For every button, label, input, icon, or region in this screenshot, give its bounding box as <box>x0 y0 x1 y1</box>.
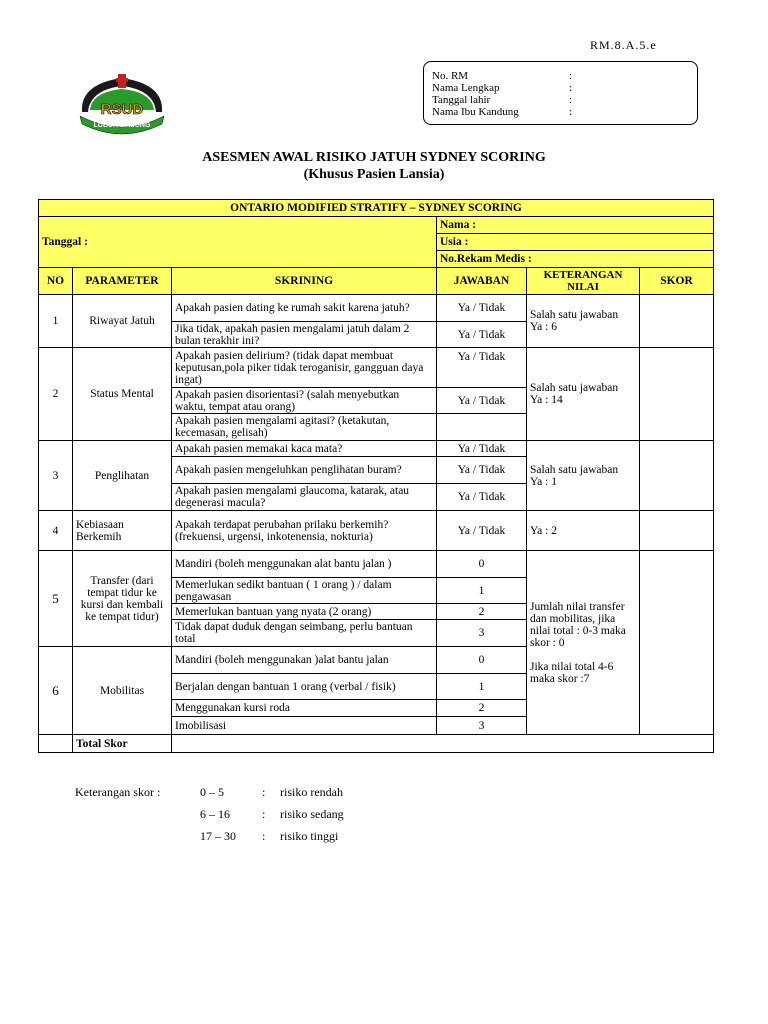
form-code: RM.8.A.5.e <box>590 38 657 52</box>
table-row: Apakah pasien mengalami agitasi? (ketakutan, kecemasan, gelisah) <box>39 414 714 441</box>
table-row: 2 Status Mental Apakah pasien delirium? (tidak dapat membuat keputusan,pola piker tidak teroganisir, gangguan daya ingat) Ya / Tidak Salah satu jawaban Ya : 14 <box>39 348 714 388</box>
nama-field: Nama : <box>437 217 714 234</box>
table-row: Berjalan dengan bantuan 1 orang (verbal / fisik) 1 <box>39 674 714 700</box>
id-row-ibu-kandung: Nama Ibu Kandung : <box>432 106 573 118</box>
skor-cell[interactable] <box>640 295 714 348</box>
skor-cell[interactable] <box>640 348 714 441</box>
table-row: 4 Kebiasaan Berkemih Apakah terdapat perubahan prilaku berkemih? (frekuensi, urgensi, inkotenensia, nokturia) Ya / Tidak Ya : 2 <box>39 511 714 551</box>
total-label: Total Skor <box>73 735 172 753</box>
legend-row: 6 – 16 : risiko sedang <box>200 806 344 821</box>
page-subtitle: (Khusus Pasien Lansia) <box>303 167 445 182</box>
sydney-scoring-table <box>38 199 714 753</box>
total-value-cell[interactable] <box>172 735 714 753</box>
usia-field: Usia : <box>437 234 714 251</box>
score-legend <box>75 781 344 847</box>
header-skrining: SKRINING <box>172 268 437 295</box>
table-row: Tidak dapat duduk dengan seimbang, perlu bantuan total 3 <box>39 620 714 647</box>
table-row: Apakah pasien disorientasi? (salah menyebutkan waktu, tempat atau orang) Ya / Tidak <box>39 388 714 414</box>
header-keterangan: KETERANGAN NILAI <box>527 268 640 295</box>
total-row <box>39 735 714 753</box>
header-skor: SKOR <box>640 268 714 295</box>
page-title: ASESMEN AWAL RISIKO JATUH SYDNEY SCORING <box>202 150 546 165</box>
svg-text:RSUD: RSUD <box>100 101 144 118</box>
table-row: Menggunakan kursi roda 2 <box>39 700 714 717</box>
id-row-no-rm: No. RM : <box>432 70 573 82</box>
tanggal-field: Tanggal : <box>39 217 437 268</box>
table-row: Apakah pasien mengalami glaucoma, katarak, atau degenerasi macula? Ya / Tidak <box>39 484 714 511</box>
table-row: Memerlukan bantuan yang nyata (2 orang) 2 <box>39 604 714 620</box>
table-row: 3 Penglihatan Apakah pasien memakai kaca mata? Ya / Tidak Salah satu jawaban Ya : 1 <box>39 441 714 457</box>
table-row: Memerlukan sedikt bantuan ( 1 orang ) / dalam pengawasan 1 <box>39 578 714 604</box>
id-row-nama: Nama Lengkap : <box>432 82 573 94</box>
legend-row: Keterangan skor : 0 – 5 : risiko rendah <box>75 784 343 799</box>
table-row: Imobilisasi 3 <box>39 717 714 735</box>
table-row: Apakah pasien mengeluhkan penglihatan buram? Ya / Tidak <box>39 457 714 484</box>
patient-id-box <box>423 61 698 125</box>
skor-cell[interactable] <box>640 551 714 735</box>
hospital-logo <box>72 72 172 138</box>
header-jawaban: JAWABAN <box>437 268 527 295</box>
skor-cell[interactable] <box>640 441 714 511</box>
header-parameter: PARAMETER <box>73 268 172 295</box>
table-row: 1 Riwayat Jatuh Apakah pasien dating ke rumah sakit karena jatuh? Ya / Tidak Salah satu jawaban Ya : 6 <box>39 295 714 322</box>
table-row: 5 Transfer (dari tempat tidur ke kursi dan kembali ke tempat tidur) Mandiri (boleh menggunakan alat bantu jalan ) 0 Jumlah nilai transfer dan mobilitas, jika nilai total : 0-3 maka skor : 0 Jika nilai total 4-6 maka skor :7 <box>39 551 714 578</box>
table-row: Jika tidak, apakah pasien mengalami jatuh dalam 2 bulan terakhir ini? Ya / Tidak <box>39 322 714 348</box>
skor-cell[interactable] <box>640 511 714 551</box>
table-banner: ONTARIO MODIFIED STRATIFY – SYDNEY SCORING <box>39 200 714 217</box>
table-row: 6 Mobilitas Mandiri (boleh menggunakan )alat bantu jalan 0 <box>39 647 714 674</box>
legend-row: 17 – 30 : risiko tinggi <box>200 828 339 843</box>
header-no: NO <box>39 268 73 295</box>
rekam-medis-field: No.Rekam Medis : <box>437 251 714 268</box>
svg-text:LUBUK BASUNG: LUBUK BASUNG <box>93 122 151 129</box>
id-row-tanggal-lahir: Tanggal lahir : <box>432 94 573 106</box>
